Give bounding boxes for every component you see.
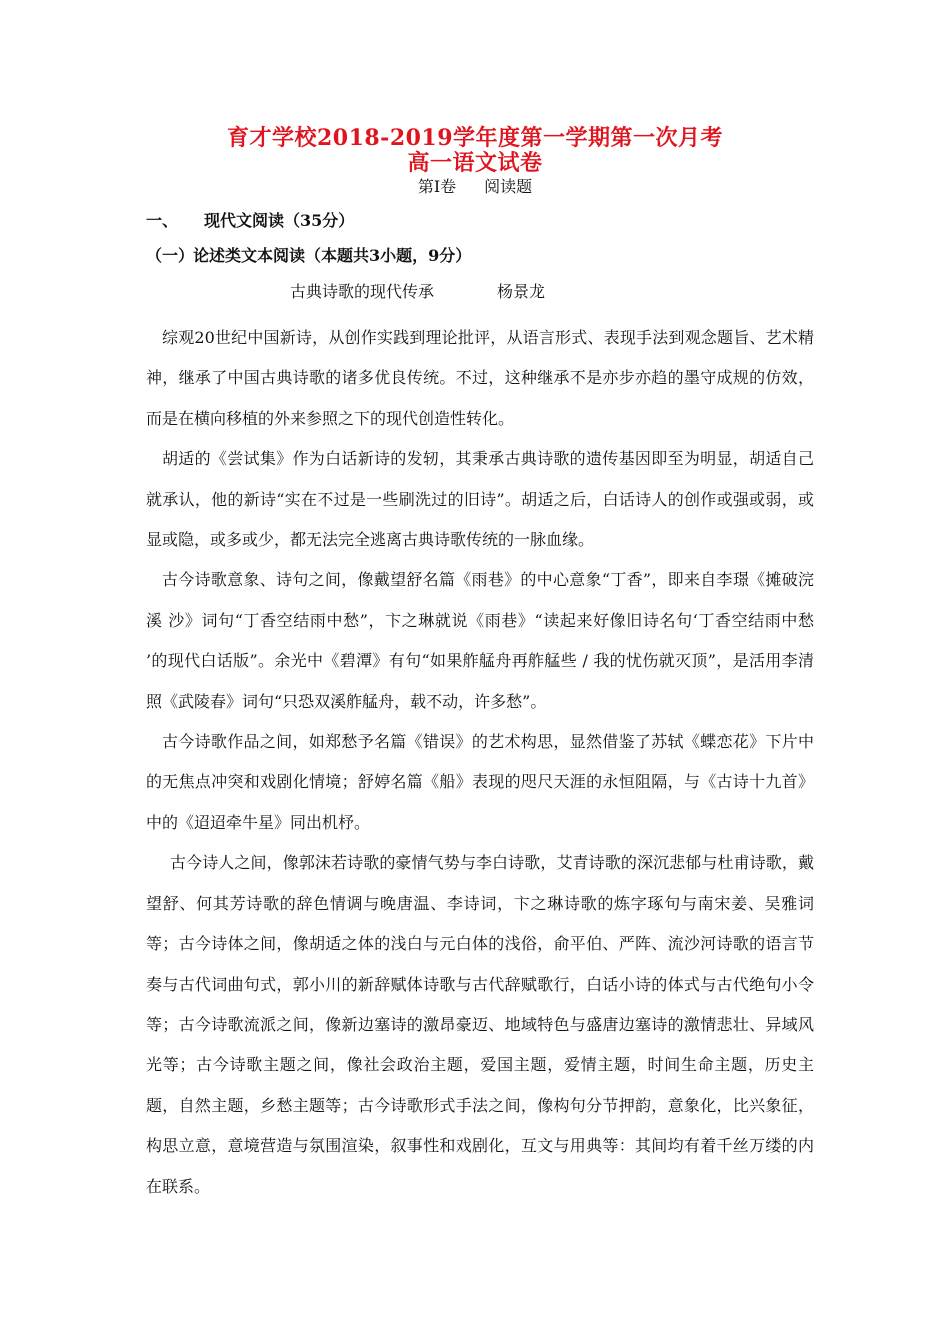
exam-title: 育才学校2018-2019学年度第一学期第一次月考 xyxy=(226,125,724,151)
paragraph: 综观20世纪中国新诗，从创作实践到理论批评，从语言形式、表现手法到观念题旨、艺术精神，继承了中国古典诗歌的诸多优良传统。不过，这种继承不是亦步亦趋的墨守成规的仿效，而是在横向移植的外来参照之下的现代创造性转化。 xyxy=(146,328,814,428)
paragraph: 古今诗歌意象、诗句之间，像戴望舒名篇《雨巷》的中心意象“丁香”，即来自李璟《摊破浣溪 沙》词句“丁香空结雨中愁”，卞之琳就说《雨巷》“读起来好像旧诗名句‘丁香空结雨中愁 ’的现代白话版”。余光中《碧潭》有句“如果舴艋舟再舴艋些 / 我的忧伤就灭顶”，是活用李清照《武陵春》词句“只恐双溪舴艋舟，载不动，许多愁”。 xyxy=(146,570,814,711)
section-heading-2 xyxy=(146,246,471,266)
paragraph: 古今诗歌作品之间，如郑愁予名篇《错误》的艺术构思，显然借鉴了苏轼《蝶恋花》下片中的无焦点冲突和戏剧化情境；舒婷名篇《船》表现的咫尺天涯的永恒阻隔，与《古诗十九首》中的《迢迢牵牛星》同出机杼。 xyxy=(146,732,814,832)
subsection-title: 论述类文本阅读（本题共3小题，9分） xyxy=(193,246,472,265)
volume-heading xyxy=(0,177,950,197)
volume-number: 第Ⅰ卷 xyxy=(417,177,457,196)
subsection-number: （一） xyxy=(146,246,195,265)
article-author: 杨景龙 xyxy=(497,282,546,301)
volume-name: 阅读题 xyxy=(484,177,533,196)
paragraph: 胡适的《尝试集》作为白话新诗的发轫，其秉承古典诗歌的遗传基因即至为明显，胡适自己就承认，他的新诗“实在不过是一些刷洗过的旧诗”。胡适之后，白话诗人的创作或强或弱，或显或隐，或多或少，都无法完全逃离古典诗歌传统的一脉血缘。 xyxy=(146,449,814,550)
section-title: 现代文阅读（35分） xyxy=(204,211,355,230)
exam-subtitle: 高一语文试卷 xyxy=(407,150,543,176)
section-number: 一、 xyxy=(146,211,179,230)
paragraph: 古今诗人之间，像郭沫若诗歌的豪情气势与李白诗歌，艾青诗歌的深沉悲郁与杜甫诗歌，戴望舒、何其芳诗歌的辞色情调与晚唐温、李诗词，卞之琳诗歌的炼字琢句与南宋姜、吴雅词等；古今诗体之间，像胡适之体的浅白与元白体的浅俗，俞平伯、严阵、流沙河诗歌的语言节奏与古代词曲句式，郭小川的新辞赋体诗歌与古代辞赋歌行，白话小诗的体式与古代绝句小令等；古今诗歌流派之间，像新边塞诗的激昂豪迈、地域特色与盛唐边塞诗的激情悲壮、异域风光等；古今诗歌主题之间，像社会政治主题，爱国主题，爱情主题，时间生命主题，历史主题，自然主题，乡愁主题等；古今诗歌形式手法之间，像构句分节押韵，意象化，比兴象征，构思立意，意境营造与氛围渲染，叙事性和戏剧化，互文与用典等：其间均有着千丝万缕的内在联系。 xyxy=(146,853,814,1196)
article-body xyxy=(146,318,814,1207)
section-heading-1 xyxy=(146,211,354,231)
article-title: 古典诗歌的现代传承 xyxy=(290,282,435,301)
